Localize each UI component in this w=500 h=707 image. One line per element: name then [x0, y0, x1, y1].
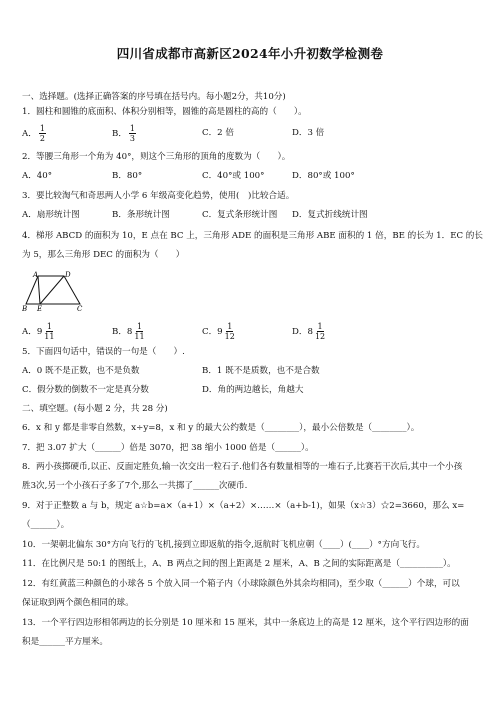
- question-6-text: 6．x 和 y 都是非零自然数，x÷y=8，x 和 y 的最大公约数是（________），最小公倍数是（________）。: [22, 423, 420, 433]
- q3-option-d: D．复式折线统计图: [292, 210, 368, 220]
- section1-heading: 一、选择题。(选择正确答案的序号填在括号内。每小题2分，共10分): [22, 92, 286, 102]
- q2-option-b: B．80°: [112, 171, 143, 181]
- question-13-text-line1: 13．一个平行四边形相邻两边的长分别是 10 厘米和 15 厘米，其中一条底边上的高是 12 厘米，这个平行四边形的面: [22, 618, 469, 628]
- question-8-text-line1: 8．两小孩掷硬币,以正、反面定胜负,输一次交出一粒石子.他们各有数量相等的一堆石子,比赛若干次后,其中一个小孩: [22, 462, 463, 472]
- fig-label-d: D: [65, 271, 71, 279]
- q5-option-d: D．角的两边越长，角越大: [202, 385, 304, 395]
- fig-label-e: E: [37, 305, 43, 312]
- fig-label-a: A: [33, 271, 39, 279]
- fig-label-c: C: [77, 305, 83, 312]
- q4-option-c: C．9 $\frac{1}{12}$: [202, 322, 235, 341]
- question-5-text: 5．下面四句话中，错误的一句是（ ）.: [22, 347, 185, 357]
- trapezoid-figure: [22, 270, 84, 312]
- q3-option-a: A．扇形统计图: [22, 210, 80, 220]
- question-9-text-line1: 9．对于正整数 a 与 b，规定 a☆b=a×（a+1）×（a+2）×……×（a+b-1)，如果（x☆3）☆2=3660，那么 x=: [22, 501, 465, 511]
- q3-option-b: B．条形统计图: [112, 210, 170, 220]
- question-2-text: 2．等腰三角形一个角为 40°，则这个三角形的顶角的度数为（ ）。: [22, 152, 291, 162]
- question-12-text-line2: 保证取到两个颜色相同的球。: [22, 598, 134, 608]
- question-4-text-line1: 4．梯形 ABCD 的面积为 10，E 点在 BC 上，三角形 ADE 的面积是三角形 ABE 面积的 1 倍，BE 的长为 1．EC 的长: [22, 231, 483, 241]
- question-12-text-line1: 12．有红黄蓝三种颜色的小球各 5 个放入同一个箱子内（小球除颜色外其余均相同)，至少取（______）个球，可以: [22, 579, 460, 589]
- question-10-text: 10．一架朝北偏东 30°方向飞行的飞机,接到立即返航的指令,返航时飞机应朝（____）(____）°方向飞行。: [22, 540, 425, 550]
- question-11-text: 11．在比例尺是 50:1 的图纸上，A、B 两点之间的图上距离是 2 厘米，A、B 之间的实际距离是（__________）。: [22, 559, 456, 569]
- question-1-text: 1．圆柱和圆锥的底面积、体积分别相等，圆锥的高是圆柱的高的（ ）。: [22, 107, 307, 117]
- q4-option-b: B．8 $\frac{1}{11}$: [112, 322, 145, 341]
- q5-option-c: C．假分数的倒数不一定是真分数: [22, 385, 149, 395]
- q2-option-d: D．80°或 100°: [292, 171, 355, 181]
- page-title: 四川省成都市高新区2024年小升初数学检测卷: [116, 46, 384, 61]
- q1-option-c: C．2 倍: [202, 128, 234, 138]
- fig-label-b: B: [22, 305, 28, 312]
- q2-option-c: C．40°或 100°: [202, 171, 265, 181]
- question-7-text: 7．把 3.07 扩大（______）倍是 3070，把 38 缩小 1000 倍是（______）。: [22, 443, 314, 453]
- q1-option-a: A． $\frac{1}{2}$: [22, 124, 45, 143]
- question-8-text-line2: 胜3次,另一个小孩石子多了7个,那么一共掷了______次硬币.: [22, 481, 248, 491]
- q1-option-d: D．3 倍: [292, 128, 325, 138]
- question-4-text-line2: 为 5，那么三角形 DEC 的面积为（ ）: [22, 250, 185, 260]
- q4-option-a: A．9 $\frac{1}{11}$: [22, 322, 55, 341]
- q4-option-d: D．8 $\frac{1}{12}$: [292, 322, 326, 341]
- section2-heading: 二、填空题。(每小题 2 分，共 28 分): [22, 404, 168, 414]
- q3-option-c: C．复式条形统计图: [202, 210, 278, 220]
- question-13-text-line2: 积是______平方厘米。: [22, 637, 108, 647]
- question-9-text-line2: （______）。: [22, 520, 70, 530]
- q5-option-a: A．0 既不是正数，也不是负数: [22, 366, 140, 376]
- question-3-text: 3．要比较淘气和奇思两人小学 6 年级高变化趋势，使用( )比较合适。: [22, 191, 295, 201]
- q1-option-b: B． $\frac{1}{3}$: [112, 124, 136, 143]
- q2-option-a: A．40°: [22, 171, 53, 181]
- q5-option-b: B．1 既不是质数，也不是合数: [202, 366, 320, 376]
